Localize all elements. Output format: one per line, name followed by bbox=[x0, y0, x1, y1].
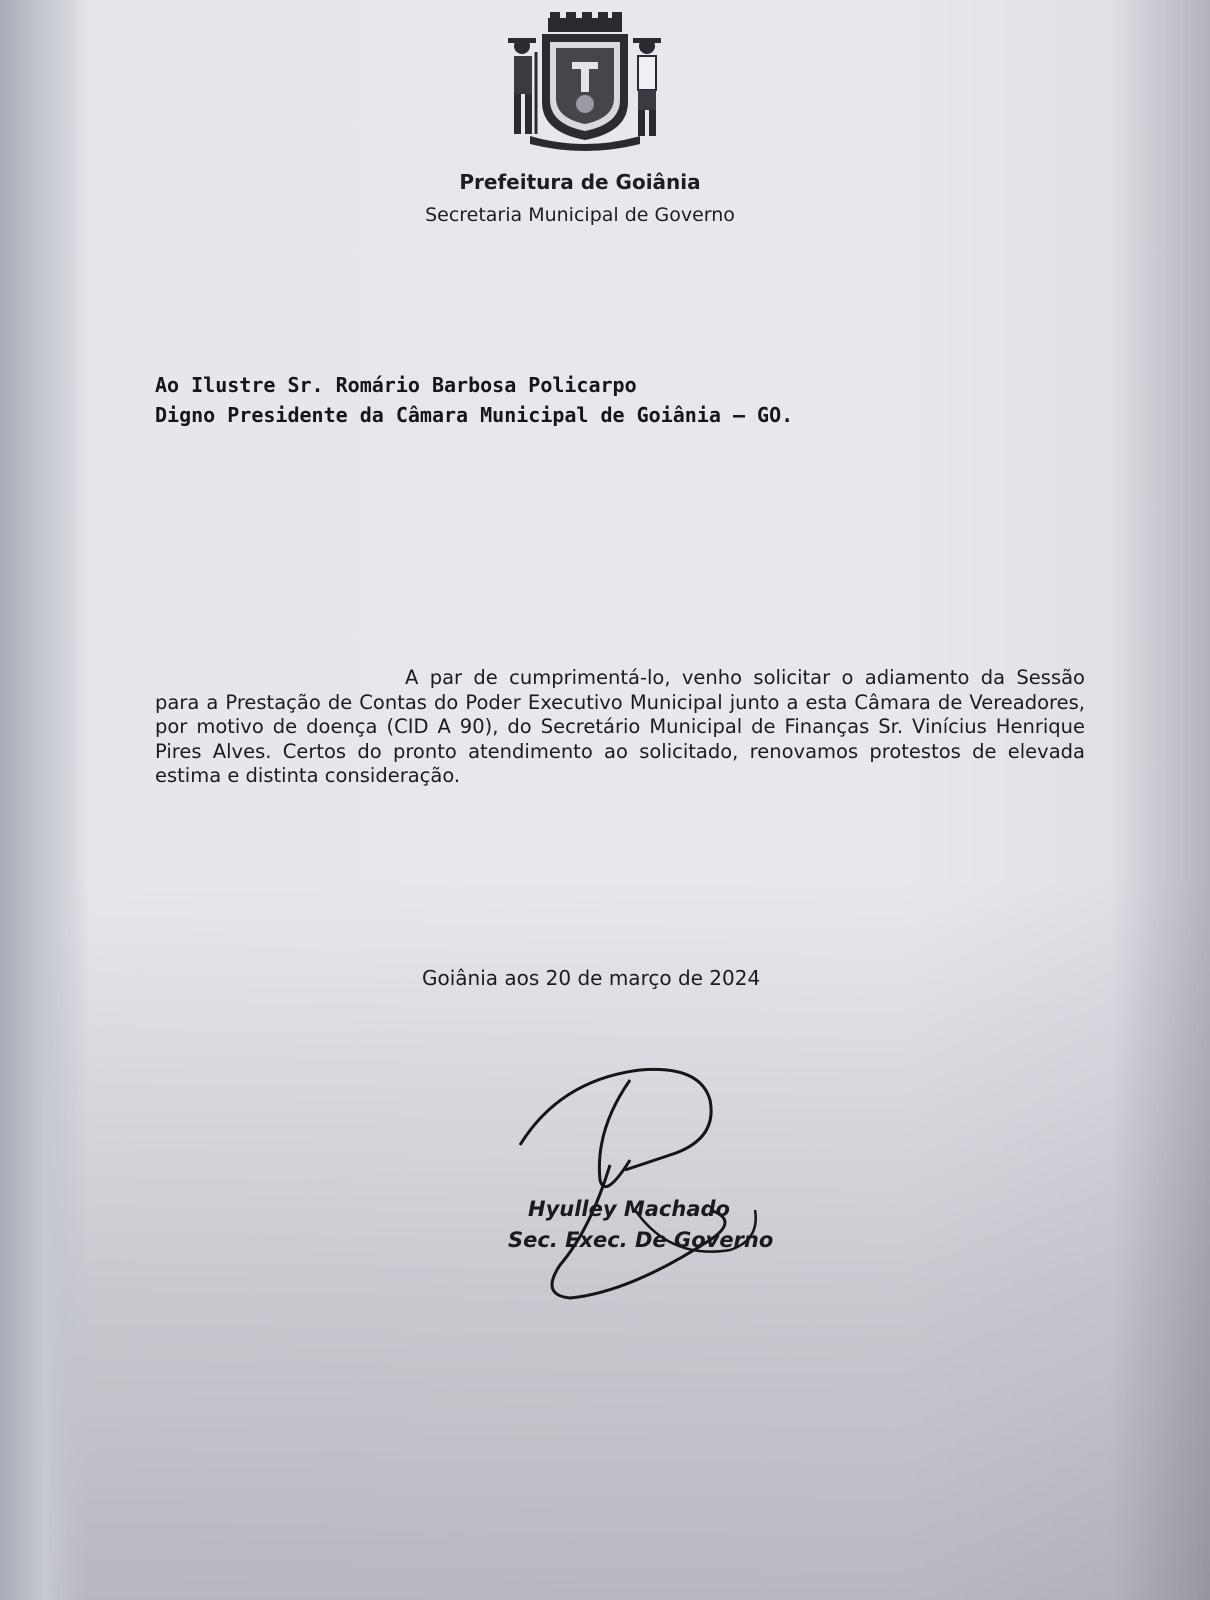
organization-name: Prefeitura de Goiânia bbox=[459, 170, 701, 194]
signatory-title: Sec. Exec. De Governo bbox=[508, 1228, 774, 1252]
addressee-line-2: Digno Presidente da Câmara Municipal de Goiânia – GO. bbox=[155, 403, 794, 427]
page-edge-shadow bbox=[1110, 0, 1210, 1600]
date-line: Goiânia aos 20 de março de 2024 bbox=[422, 966, 761, 990]
signatory-name: Hyulley Machado bbox=[528, 1197, 730, 1221]
handwritten-signature-icon bbox=[500, 1060, 800, 1320]
municipal-coat-of-arms-icon bbox=[500, 12, 670, 152]
page-fold-shadow bbox=[0, 0, 90, 1600]
addressee-block bbox=[155, 370, 793, 430]
addressee-line-1: Ao Ilustre Sr. Romário Barbosa Policarpo bbox=[155, 373, 637, 397]
department-name: Secretaria Municipal de Governo bbox=[425, 204, 735, 226]
letter-body bbox=[155, 666, 1085, 789]
letter-body-paragraph: A par de cumprimentá-lo, venho solicitar o adiamento da Sessão para a Prestação de Contas do Poder Executivo Municipal junto a esta Câmara de Vereadores, por motivo de doença (CID A 90), do Secretário Municipal de Finanças Sr. Vinícius Henrique Pires Alves. Certos do pronto atendimento ao solicitado, renovamos protestos de elevada estima e distinta consideração. bbox=[155, 666, 1085, 787]
